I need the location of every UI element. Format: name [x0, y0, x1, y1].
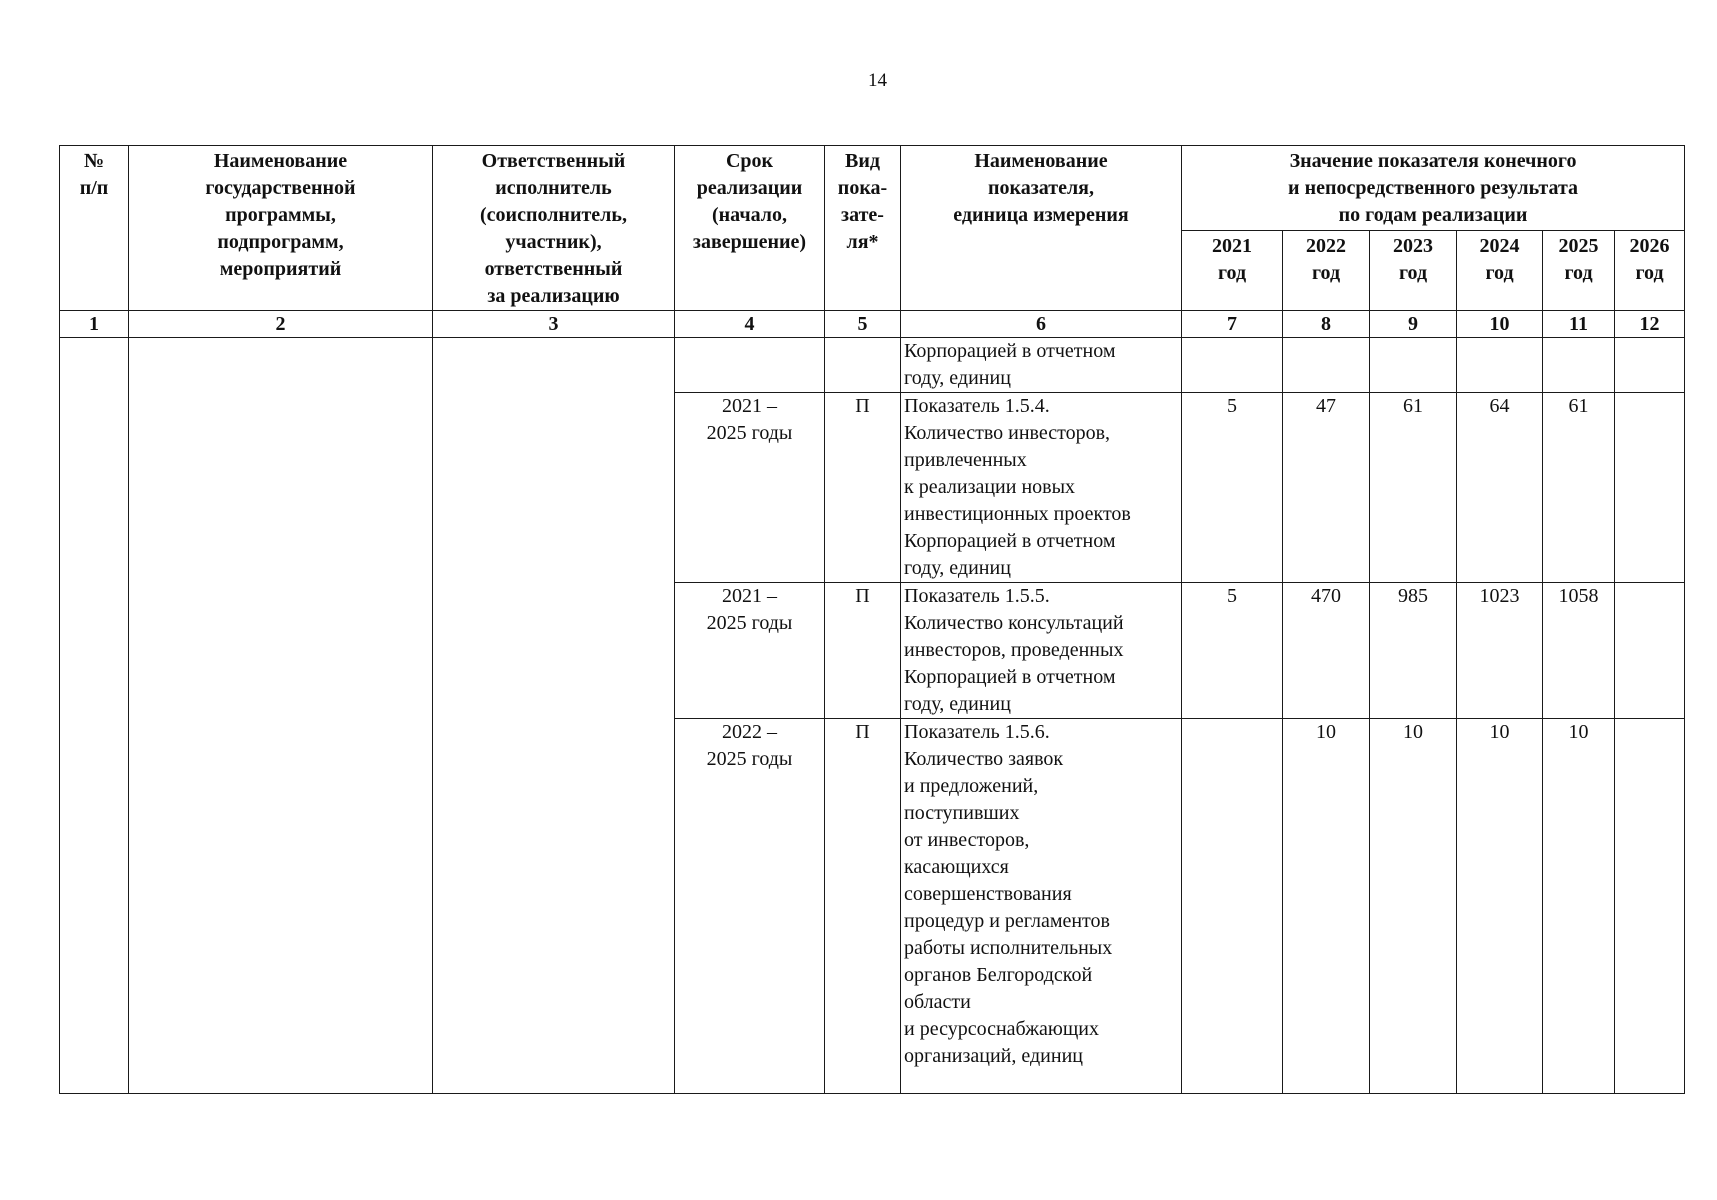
header-period: Срок реализации (начало, завершение) — [675, 146, 825, 311]
header-year-2024: 2024 год — [1457, 231, 1543, 311]
cell-value-2025: 61 — [1543, 393, 1615, 583]
page-number: 14 — [868, 70, 887, 91]
header-values-group: Значение показателя конечного и непосредственного результата по годам реализации — [1182, 146, 1685, 231]
cell-value-2026 — [1615, 338, 1685, 393]
cell-value-2022: 47 — [1283, 393, 1370, 583]
column-number: 8 — [1283, 311, 1370, 338]
cell-responsible — [433, 338, 675, 1094]
column-number: 3 — [433, 311, 675, 338]
cell-value-2024 — [1457, 338, 1543, 393]
cell-value-2023: 61 — [1370, 393, 1457, 583]
cell-value-2021 — [1182, 338, 1283, 393]
header-responsible: Ответственный исполнитель (соисполнитель, участник), ответственный за реализацию — [433, 146, 675, 311]
cell-value-2025: 1058 — [1543, 583, 1615, 719]
cell-indicator-name: Показатель 1.5.6. Количество заявок и предложений, поступивших от инвесторов, касающихся совершенствования процедур и регламентов работы исполнительных органов Белгородской области и ресурсоснабжающих организаций, единиц — [901, 719, 1182, 1094]
cell-value-2021 — [1182, 719, 1283, 1094]
cell-value-2025 — [1543, 338, 1615, 393]
column-number: 2 — [129, 311, 433, 338]
cell-value-2023: 985 — [1370, 583, 1457, 719]
header-year-2023: 2023 год — [1370, 231, 1457, 311]
column-number: 6 — [901, 311, 1182, 338]
cell-value-2023 — [1370, 338, 1457, 393]
cell-value-2021: 5 — [1182, 583, 1283, 719]
cell-indicator-type: П — [825, 393, 901, 583]
header-year-2025: 2025 год — [1543, 231, 1615, 311]
table-row — [60, 338, 1685, 393]
cell-indicator-type: П — [825, 583, 901, 719]
cell-indicator-name: Показатель 1.5.4. Количество инвесторов, привлеченных к реализации новых инвестиционных проектов Корпорацией в отчетном году, единиц — [901, 393, 1182, 583]
cell-program-name — [129, 338, 433, 1094]
cell-period: 2022 – 2025 годы — [675, 719, 825, 1094]
column-number: 5 — [825, 311, 901, 338]
indicator-table — [59, 145, 1685, 1094]
column-number: 9 — [1370, 311, 1457, 338]
header-number: № п/п — [60, 146, 129, 311]
header-indicator-type: Вид пока- зате- ля* — [825, 146, 901, 311]
column-number: 12 — [1615, 311, 1685, 338]
cell-value-2026 — [1615, 719, 1685, 1094]
header-year-2021: 2021 год — [1182, 231, 1283, 311]
column-numbers-row — [60, 311, 1685, 338]
column-number: 4 — [675, 311, 825, 338]
column-number: 10 — [1457, 311, 1543, 338]
cell-indicator-name: Показатель 1.5.5. Количество консультаций инвесторов, проведенных Корпорацией в отчетном году, единиц — [901, 583, 1182, 719]
cell-period — [675, 338, 825, 393]
header-year-2026: 2026 год — [1615, 231, 1685, 311]
cell-period: 2021 – 2025 годы — [675, 393, 825, 583]
column-number: 11 — [1543, 311, 1615, 338]
column-number: 7 — [1182, 311, 1283, 338]
cell-value-2026 — [1615, 393, 1685, 583]
cell-value-2021: 5 — [1182, 393, 1283, 583]
cell-value-2024: 10 — [1457, 719, 1543, 1094]
column-number: 1 — [60, 311, 129, 338]
cell-value-2022: 470 — [1283, 583, 1370, 719]
cell-value-2026 — [1615, 583, 1685, 719]
cell-number — [60, 338, 129, 1094]
cell-value-2025: 10 — [1543, 719, 1615, 1094]
cell-value-2024: 1023 — [1457, 583, 1543, 719]
cell-value-2024: 64 — [1457, 393, 1543, 583]
cell-value-2022: 10 — [1283, 719, 1370, 1094]
cell-indicator-type: П — [825, 719, 901, 1094]
cell-value-2022 — [1283, 338, 1370, 393]
cell-period: 2021 – 2025 годы — [675, 583, 825, 719]
cell-value-2023: 10 — [1370, 719, 1457, 1094]
header-indicator-name: Наименование показателя, единица измерения — [901, 146, 1182, 311]
cell-indicator-name: Корпорацией в отчетном году, единиц — [901, 338, 1182, 393]
header-program-name: Наименование государственной программы, подпрограмм, мероприятий — [129, 146, 433, 311]
cell-indicator-type — [825, 338, 901, 393]
header-year-2022: 2022 год — [1283, 231, 1370, 311]
